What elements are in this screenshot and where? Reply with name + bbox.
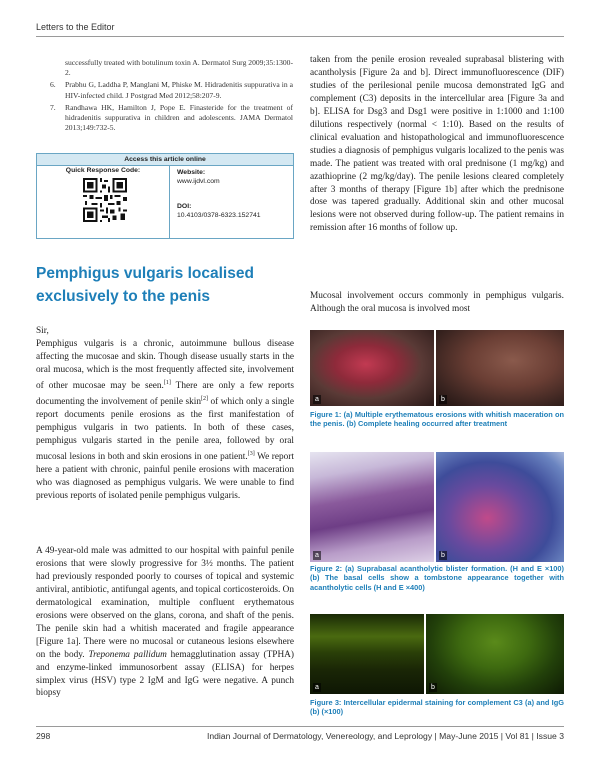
figure-label: b bbox=[441, 552, 445, 559]
reference-number: 7. bbox=[50, 102, 56, 112]
access-box-title: Access this article online bbox=[37, 154, 293, 166]
figure-1-caption: Figure 1: (a) Multiple erythematous erosions with whitish maceration on the penis. (b) Complete healing occurred after treatment bbox=[310, 410, 564, 429]
reference-text: successfully treated with botulinum toxin A. Dermatol Surg 2009;35:1300-2. bbox=[65, 58, 293, 78]
website-link[interactable]: www.ijdvl.com bbox=[177, 178, 220, 185]
reference-number: 6. bbox=[50, 80, 56, 90]
paragraph-findings: taken from the penile erosion revealed suprabasal blistering with acantholysis [Figure 2a and b]. Direct immunofluorescence (DIF) studies of the perilesional penile mucosa demonstrated IgG and complement (C3) deposits in the intercellular area [Figure 3a and b]. ELISA for Dsg3 and Dsg1 were positive in 1:1000 and 1:100 dilutions respectively (normal < 1:10). Based on the results of clinical evaluation and histopathological and immunofluorescence studies a diagnosis of pemphigus vulgaris localized to the penis was made. The patient was treated with oral prednisone (1 mg/kg) and azathioprine (2 mg/kg/day). The penile lesions cleared completely after 3 months of therapy [Figure 1b] after which the prednisone dose was tapered gradually. Additional skin and other mucosal lesions were not observed during follow-up. The patient remains in remission after 16 months of follow up. bbox=[310, 55, 564, 234]
website-label: Website: bbox=[177, 169, 206, 176]
reference-list bbox=[50, 58, 293, 135]
reference-number bbox=[50, 58, 65, 78]
figure-2a-image[interactable] bbox=[310, 452, 434, 562]
figure-label: b bbox=[441, 396, 445, 403]
qr-code-icon[interactable] bbox=[83, 178, 127, 222]
reference-item bbox=[50, 58, 293, 78]
figure-3-caption: Figure 3: Intercellular epidermal staining for complement C3 (a) and IgG (b) (×100) bbox=[310, 698, 564, 717]
left-column-body bbox=[36, 325, 294, 503]
figure-2-caption: Figure 2: (a) Suprabasal acantholytic blister formation. (H and E ×100) (b) The basal cells show a tombstone appearance together with acantholytic cells (H and E ×400) bbox=[310, 564, 564, 592]
paragraph-text: Pemphigus vulgaris is a chronic, autoimmune bullous disease affecting the mucosae and skin. Though disease usually starts in the oral mucosa, which is the most frequently affected site, involvement of other mucosae may be seen. bbox=[36, 338, 294, 391]
figure-2b-image[interactable] bbox=[436, 452, 564, 562]
access-box-divider bbox=[169, 166, 170, 239]
figure-label: a bbox=[315, 396, 319, 403]
paragraph-text: A 49-year-old male was admitted to our hospital with painful penile erosions that were slowly progressive for 3½ months. The patient had previously responded poorly to courses of topical and systemic antiviral, antibiotic, antifungal agents, and topical corticosteroids. On dermatological examination, multiple confluent erythematous erosions were observed on the glans, corona, and shaft of the penis. The penile skin had a whitish macerated and fragile appearance [Figure 1a]. There were no mucosal or cutaneous lesions elsewhere on the body. bbox=[36, 546, 294, 660]
paragraph-text: There are only a few reports documenting the involvement of penile skin bbox=[36, 380, 294, 407]
left-column-case bbox=[36, 545, 294, 700]
paragraph-text: of which only a single report documents penile erosions as the first manifestation of pemphigus vulgaris in two patients. In both of these cases, pemphigus vulgaris started in the penile area, followed by oral mucosal lesions in both and skin erosions in one patient. bbox=[36, 396, 294, 462]
article-title: Pemphigus vulgaris localised exclusively to the penis bbox=[36, 265, 254, 305]
reference-item bbox=[50, 103, 293, 134]
citation-ref[interactable]: [1] bbox=[163, 379, 171, 386]
journal-citation: Indian Journal of Dermatology, Venereology, and Leprology | May-June 2015 | Vol 81 | Issue 3 bbox=[206, 731, 564, 741]
organism-name: Treponema pallidum bbox=[88, 649, 167, 660]
doi-label: DOI: bbox=[177, 203, 192, 210]
running-header: Letters to the Editor bbox=[36, 22, 115, 32]
paragraph-intro bbox=[36, 338, 294, 503]
reference-text: Randhawa HK, Hamilton J, Pope E. Finasteride for the treatment of hidradenitis suppurativa in children and adolescents. JAMA Dermatol 2013;149:732-5. bbox=[65, 102, 293, 133]
paragraph-text: We report here a patient with chronic, painful penile erosions with maceration who was diagnosed as pemphigus vulgaris. We were unable to find previous reports of isolated penile pemphigus vulgaris. bbox=[36, 451, 294, 501]
paragraph-discussion: Mucosal involvement occurs commonly in pemphigus vulgaris. Although the oral mucosa is involved most bbox=[310, 291, 564, 314]
figure-label: b bbox=[431, 684, 435, 691]
qr-label: Quick Response Code: bbox=[65, 167, 141, 174]
citation-ref[interactable]: [3] bbox=[247, 450, 255, 457]
reference-item bbox=[50, 80, 293, 100]
right-column-discussion bbox=[310, 290, 564, 316]
salutation: Sir, bbox=[36, 326, 49, 336]
paragraph-case bbox=[36, 545, 294, 700]
page-number: 298 bbox=[36, 731, 51, 741]
figure-3a-image[interactable] bbox=[310, 614, 424, 694]
citation-ref[interactable]: [2] bbox=[201, 395, 208, 402]
access-online-box bbox=[36, 153, 294, 239]
reference-text: Prabhu G, Laddha P, Manglani M, Phiske M. Hidradenitis suppurativa in a HIV-infected child. J Postgrad Med 2012;58:207-9. bbox=[65, 80, 293, 100]
figure-label: a bbox=[315, 684, 319, 691]
figure-3b-image[interactable] bbox=[426, 614, 564, 694]
footer-divider bbox=[36, 726, 564, 727]
figure-1b-image[interactable] bbox=[436, 330, 564, 406]
right-column-body bbox=[310, 54, 564, 235]
figure-label: a bbox=[315, 552, 319, 559]
doi-link[interactable]: 10.4103/0378-6323.152741 bbox=[177, 212, 261, 219]
figure-1a-image[interactable] bbox=[310, 330, 434, 406]
header-divider bbox=[36, 36, 564, 37]
paragraph-text: hemagglutination assay (TPHA) and enzyme-linked immunosorbent assay (ELISA) for herpes simplex virus (HSV) type 2 IgM and IgG were negative. A punch biopsy bbox=[36, 649, 294, 699]
